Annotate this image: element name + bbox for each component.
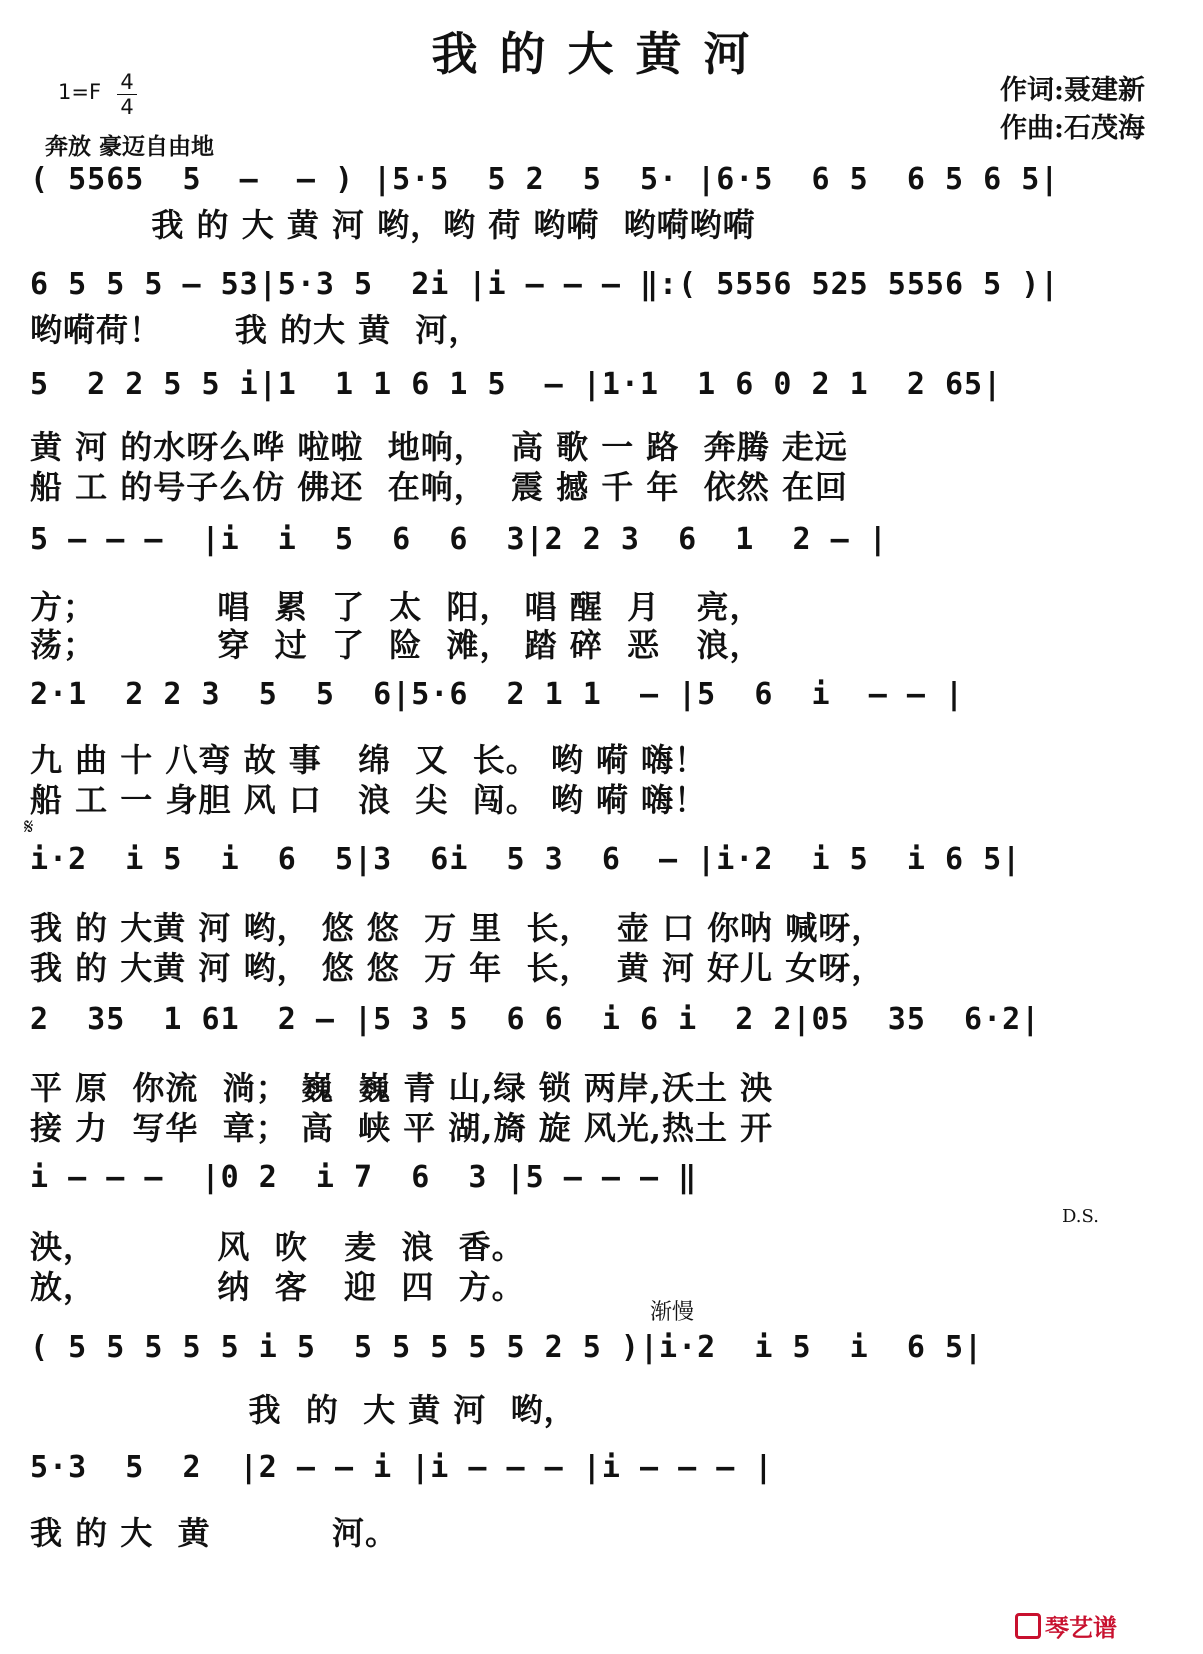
- meter-bottom: 4: [120, 95, 134, 119]
- lyric-8-2: 放， 纳 客 迎 四 方。: [30, 1268, 525, 1306]
- notation-row-8: [0, 1148, 1203, 1208]
- song-title: 我的大黄河: [431, 27, 772, 81]
- lyric-6-2: 我 的 大黄 河 哟， 悠 悠 万 年 长， 黄 河 好儿 女呀，: [30, 949, 885, 987]
- notes-10: 5·3 5 2 |2 – – i |i – – – |i – – – |: [30, 1450, 774, 1485]
- lyric-3-1: 黄 河 的水呀么哗 啦啦 地响， 高 歌 一 路 奔腾 走远: [30, 428, 848, 466]
- lyric-8-1: 泱， 风 吹 麦 浪 香。: [30, 1228, 525, 1266]
- composer-credit: 作曲:石茂海: [1000, 113, 1145, 144]
- ds-marking: D.S.: [1062, 1206, 1099, 1227]
- lyric-7-2: 接 力 写华 章； 高 峡 平 湖,旖 旋 风光,热土 开: [30, 1109, 774, 1147]
- logo-icon: [1015, 1613, 1041, 1639]
- meter-top: 4: [120, 70, 134, 94]
- notation-row-10: [0, 1438, 1203, 1498]
- notation-row-4: [0, 510, 1203, 570]
- notation-row-7: [0, 990, 1203, 1050]
- notes-4: 5 – – – |i i 5 6 6 3|2 2 3 6 1 2 – |: [30, 522, 888, 557]
- notes-5: 2·1 2 2 3 5 5 6|5·6 2 1 1 – |5 6 i – – |: [30, 677, 965, 712]
- notes-3: 5 2 2 5 5 i|1 1 1 6 1 5 – |1·1 1 6 0 2 1 2 65|: [30, 367, 1003, 402]
- lyric-1-1: 我 的 大 黄 河 哟，哟 荷 哟嗬 哟嗬哟嗬: [30, 206, 756, 244]
- segno-mark: 𝄋: [24, 815, 34, 840]
- lyric-9-1: 我 的 大 黄 河 哟，: [30, 1391, 577, 1429]
- notes-2: 6 5 5 5 – 53|5·3 5 2i |i – – – ‖:( 5556 525 5556 5 )|: [30, 267, 1060, 302]
- lyric-5-1: 九 曲 十 八弯 故 事 绵 又 长。 哟 嗬 嗨！: [30, 741, 708, 779]
- lyric-6-1: 我 的 大黄 河 哟， 悠 悠 万 里 长， 壶 口 你呐 喊呀，: [30, 909, 885, 947]
- notation-row-3: [0, 355, 1203, 415]
- notes-6: i·2 i 5 i 6 5|3 6i 5 3 6 – |i·2 i 5 i 6 5|: [30, 842, 1022, 877]
- notation-row-6: [0, 830, 1203, 890]
- rit-marking: 渐慢: [650, 1300, 695, 1325]
- lyric-2-1: 哟嗬荷！ 我 的大 黄 河，: [30, 311, 482, 349]
- notes-9: ( 5 5 5 5 5 i 5 5 5 5 5 5 2 5 )|i·2 i 5 i 6 5|: [30, 1330, 984, 1365]
- notation-row-9: [0, 1318, 1203, 1378]
- lyric-4-1: 方； 唱 累 了 太 阳， 唱 醒 月 亮，: [30, 588, 763, 626]
- lyric-10-1: 我 的 大 黄 河。: [30, 1514, 398, 1552]
- lyricist-credit: 作词:聂建新: [1000, 75, 1145, 106]
- notes-7: 2 35 1 61 2 – |5 3 5 6 6 i 6 i 2 2|05 35 6·2|: [30, 1002, 1041, 1037]
- lyric-7-1: 平 原 你流 淌； 巍 巍 青 山,绿 锁 两岸,沃土 泱: [30, 1069, 774, 1107]
- watermark: 琴艺谱: [1015, 1608, 1117, 1643]
- notes-8: i – – – |0 2 i 7 6 3 |5 – – – ‖: [30, 1160, 698, 1195]
- lyric-4-2: 荡； 穿 过 了 险 滩， 踏 碎 恶 浪，: [30, 626, 763, 664]
- notes-1: ( 5565 5 – – ) |5·5 5 2 5 5· |6·5 6 5 6 5 6 5|: [30, 162, 1060, 197]
- notation-row-5: [0, 665, 1203, 725]
- tempo-marking: 奔放 豪迈自由地: [45, 133, 215, 160]
- lyric-3-2: 船 工 的号子么仿 佛还 在响， 震 撼 千 年 依然 在回: [30, 468, 848, 506]
- key-signature: 1=F: [58, 80, 102, 104]
- lyric-5-2: 船 工 一 身胆 风 口 浪 尖 闯。 哟 嗬 嗨！: [30, 781, 708, 819]
- time-signature: [117, 70, 137, 119]
